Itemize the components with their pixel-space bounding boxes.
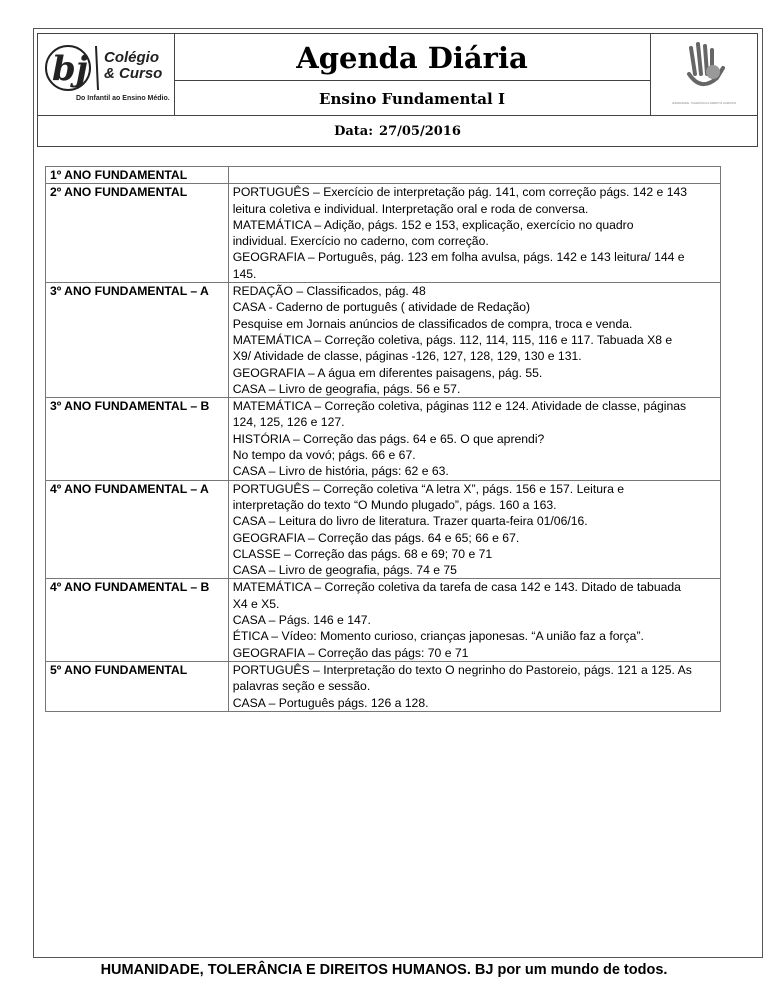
grade-cell: 2º ANO FUNDAMENTAL bbox=[46, 184, 229, 283]
table-row bbox=[46, 167, 721, 184]
table-row bbox=[46, 480, 721, 579]
task-line: 124, 125, 126 e 127. bbox=[232, 415, 345, 430]
grade-cell: 3º ANO FUNDAMENTAL – B bbox=[46, 398, 229, 480]
task-line: CASA – Págs. 146 e 147. bbox=[232, 613, 371, 628]
human-rights-seal bbox=[650, 34, 758, 115]
task-line: CLASSE – Correção das págs. 68 e 69; 70 e 71 bbox=[232, 546, 493, 561]
header bbox=[37, 33, 758, 116]
task-line: MATEMÁTICA – Correção coletiva da tarefa de casa 142 e 143. Ditado de tabuada bbox=[232, 580, 681, 595]
task-line: MATEMÁTICA – Correção coletiva, páginas 112 e 124. Atividade de classe, páginas bbox=[232, 399, 687, 414]
agenda-table bbox=[45, 166, 721, 712]
task-line: No tempo da vovó; págs. 66 e 67. bbox=[232, 448, 416, 463]
date-label: Data: bbox=[334, 124, 374, 139]
footer-slogan: HUMANIDADE, TOLERÂNCIA E DIREITOS HUMANOS. BJ por um mundo de todos. bbox=[100, 962, 668, 978]
logo-name-2: & Curso bbox=[104, 65, 163, 82]
task-line: GEOGRAFIA – Correção das págs: 70 e 71 bbox=[232, 645, 469, 660]
task-line: GEOGRAFIA – Português, pág. 123 em folha avulsa, págs. 142 e 143 leitura/ 144 e bbox=[232, 250, 685, 265]
page-title: Agenda Diária bbox=[174, 34, 650, 81]
page-subtitle: Ensino Fundamental I bbox=[319, 90, 505, 108]
task-line: HISTÓRIA – Correção das págs. 64 e 65. O que aprendi? bbox=[232, 431, 545, 446]
task-line: CASA - Caderno de português ( atividade de Redação) bbox=[232, 300, 531, 315]
task-line: CASA – Leitura do livro de literatura. Trazer quarta-feira 01/06/16. bbox=[232, 514, 588, 529]
seal-text: HUMANIDADE, TOLERÂNCIA E DIREITOS HUMANOS bbox=[671, 102, 737, 105]
task-line: CASA – Livro de geografia, págs. 74 e 75 bbox=[232, 563, 457, 578]
logo-name: Colégio bbox=[104, 49, 159, 66]
school-logo bbox=[38, 34, 175, 115]
task-line: individual. Exercício no caderno, com correção. bbox=[232, 234, 489, 249]
task-line: leitura coletiva e individual. Interpretação oral e roda de conversa. bbox=[232, 201, 589, 216]
tasks-cell bbox=[228, 579, 720, 661]
grade-cell: 1º ANO FUNDAMENTAL bbox=[46, 167, 229, 184]
table-row bbox=[46, 283, 721, 398]
task-line: interpretação do texto “O Mundo plugado”, págs. 160 a 163. bbox=[232, 497, 557, 512]
date-bar bbox=[37, 116, 758, 147]
task-line: CASA – Português págs. 126 a 128. bbox=[232, 695, 429, 710]
table-row bbox=[46, 579, 721, 661]
task-line: CASA – Livro de geografia, págs. 56 e 57. bbox=[232, 381, 461, 396]
task-line: MATEMÁTICA – Correção coletiva, págs. 112, 114, 115, 116 e 117. Tabuada X8 e bbox=[232, 332, 673, 347]
task-line: Pesquise em Jornais anúncios de classificados de compra, troca e venda. bbox=[232, 316, 633, 331]
tasks-cell bbox=[228, 184, 720, 283]
task-line: 145. bbox=[232, 266, 257, 281]
task-line: palavras seção e sessão. bbox=[232, 679, 371, 694]
task-line: PORTUGUÊS – Interpretação do texto O negrinho do Pastoreio, págs. 121 a 125. As bbox=[232, 662, 692, 677]
task-line: GEOGRAFIA – A água em diferentes paisagens, pág. 55. bbox=[232, 365, 543, 380]
grade-cell: 4º ANO FUNDAMENTAL – B bbox=[46, 579, 229, 661]
table-row bbox=[46, 184, 721, 283]
task-line: CASA – Livro de história, págs: 62 e 63. bbox=[232, 464, 449, 479]
task-line: MATEMÁTICA – Adição, págs. 152 e 153, explicação, exercício no quadro bbox=[232, 217, 634, 232]
task-line: GEOGRAFIA – Correção das págs. 64 e 65; 66 e 67. bbox=[232, 530, 520, 545]
table-row bbox=[46, 661, 721, 711]
task-line: X9/ Atividade de classe, páginas -126, 127, 128, 129, 130 e 131. bbox=[232, 349, 582, 364]
date-value: 27/05/2016 bbox=[379, 124, 461, 139]
tasks-cell bbox=[228, 398, 720, 480]
task-line: ÉTICA – Vídeo: Momento curioso, crianças japonesas. “A união faz a força”. bbox=[232, 629, 644, 644]
tasks-cell bbox=[228, 480, 720, 579]
task-line: PORTUGUÊS – Correção coletiva “A letra X”, págs. 156 e 157. Leitura e bbox=[232, 481, 625, 496]
tasks-cell bbox=[228, 283, 720, 398]
tasks-cell bbox=[228, 661, 720, 711]
logo-tagline: Do Infantil ao Ensino Médio. bbox=[76, 95, 170, 102]
task-line: X4 e X5. bbox=[232, 596, 280, 611]
grade-cell: 5º ANO FUNDAMENTAL bbox=[46, 661, 229, 711]
grade-cell: 4º ANO FUNDAMENTAL – A bbox=[46, 480, 229, 579]
table-row bbox=[46, 398, 721, 480]
task-line: REDAÇÃO – Classificados, pág. 48 bbox=[232, 284, 426, 299]
tasks-cell bbox=[228, 167, 720, 184]
grade-cell: 3º ANO FUNDAMENTAL – A bbox=[46, 283, 229, 398]
svg-text:bj: bj bbox=[52, 49, 89, 89]
task-line: PORTUGUÊS – Exercício de interpretação pág. 141, com correção págs. 142 e 143 bbox=[232, 185, 688, 200]
